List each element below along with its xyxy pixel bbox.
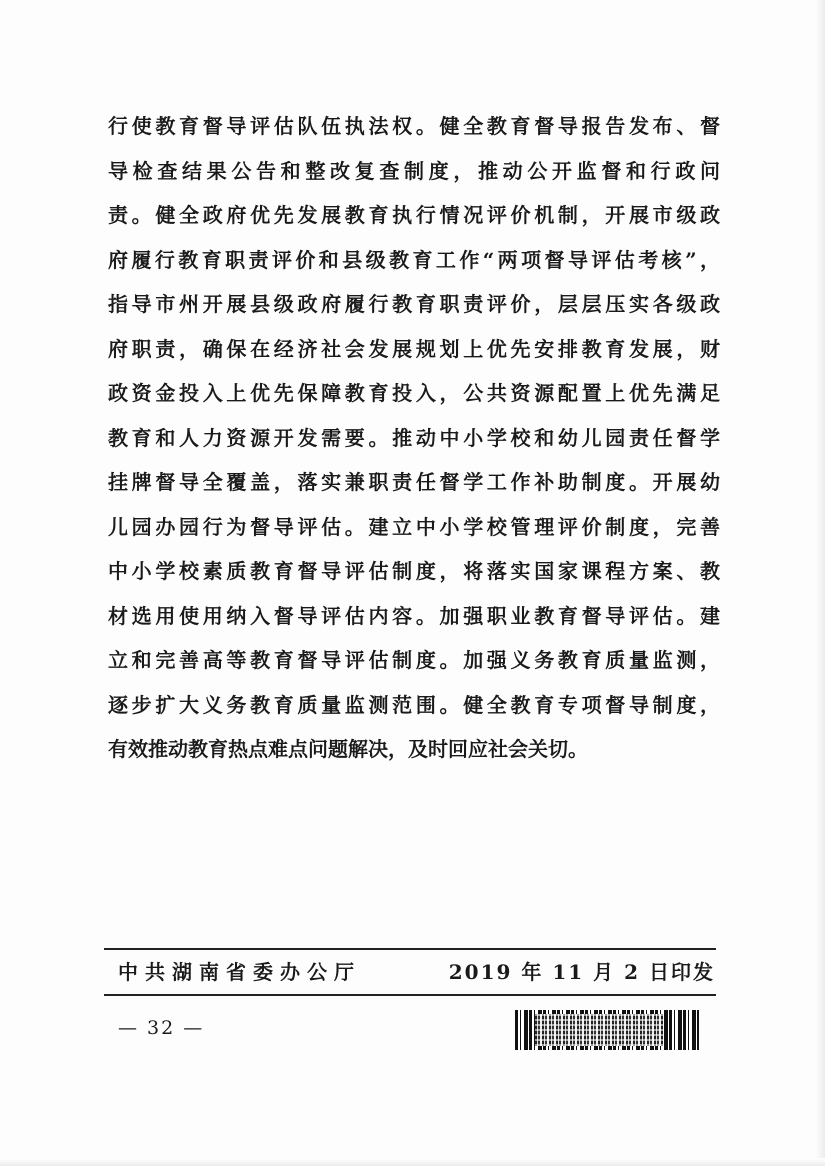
body-line: 儿园办园行为督导评估。建立中小学校管理评价制度，完善 bbox=[108, 514, 720, 539]
body-line: 行使教育督导评估队伍执法权。健全教育督导报告发布、督 bbox=[108, 114, 720, 138]
body-line: 指导市州开展县级政府履行教育职责评价，层层压实各级政 bbox=[108, 292, 720, 316]
body-line: 有效推动教育热点难点问题解决，及时回应社会关切。 bbox=[108, 737, 588, 761]
body-line: 材选用使用纳入督导评估内容。加强职业教育督导评估。建 bbox=[108, 603, 720, 628]
body-line: 中小学校素质教育督导评估制度，将落实国家课程方案、教 bbox=[108, 559, 720, 583]
body-line: 立和完善高等教育督导评估制度。加强义务教育质量监测， bbox=[108, 648, 720, 672]
footer-bottom-rule bbox=[104, 994, 716, 996]
print-date: 2019 年 11 月 2 日印发 bbox=[448, 960, 715, 984]
issuer-name: 中共湖南省委办公厅 bbox=[118, 960, 361, 984]
body-line: 政资金投入上优先保障教育投入，公共资源配置上优先满足 bbox=[108, 381, 720, 405]
body-line: 挂牌督导全覆盖，落实兼职责任督学工作补助制度。开展幼 bbox=[108, 470, 720, 494]
footer-top-rule bbox=[104, 948, 716, 950]
page-edge-shadow bbox=[815, 0, 825, 1166]
body-line: 府职责，确保在经济社会发展规划上优先安排教育发展，财 bbox=[108, 336, 720, 361]
barcode-image bbox=[515, 1010, 699, 1050]
body-line: 府履行教育职责评价和县级教育工作“两项督导评估考核”， bbox=[108, 247, 720, 272]
page-bottom-shadow bbox=[0, 1158, 825, 1166]
body-line: 逐步扩大义务教育质量监测范围。健全教育专项督导制度， bbox=[108, 692, 720, 717]
body-line: 教育和人力资源开发需要。推动中小学校和幼儿园责任督学 bbox=[108, 425, 720, 450]
barcode-pattern bbox=[535, 1014, 663, 1046]
page-number: — 32 — bbox=[118, 1017, 205, 1039]
body-line: 导检查结果公告和整改复查制度，推动公开监督和行政问 bbox=[108, 158, 720, 183]
body-line: 责。健全政府优先发展教育执行情况评价机制，开展市级政 bbox=[108, 203, 720, 227]
document-body bbox=[108, 104, 720, 772]
